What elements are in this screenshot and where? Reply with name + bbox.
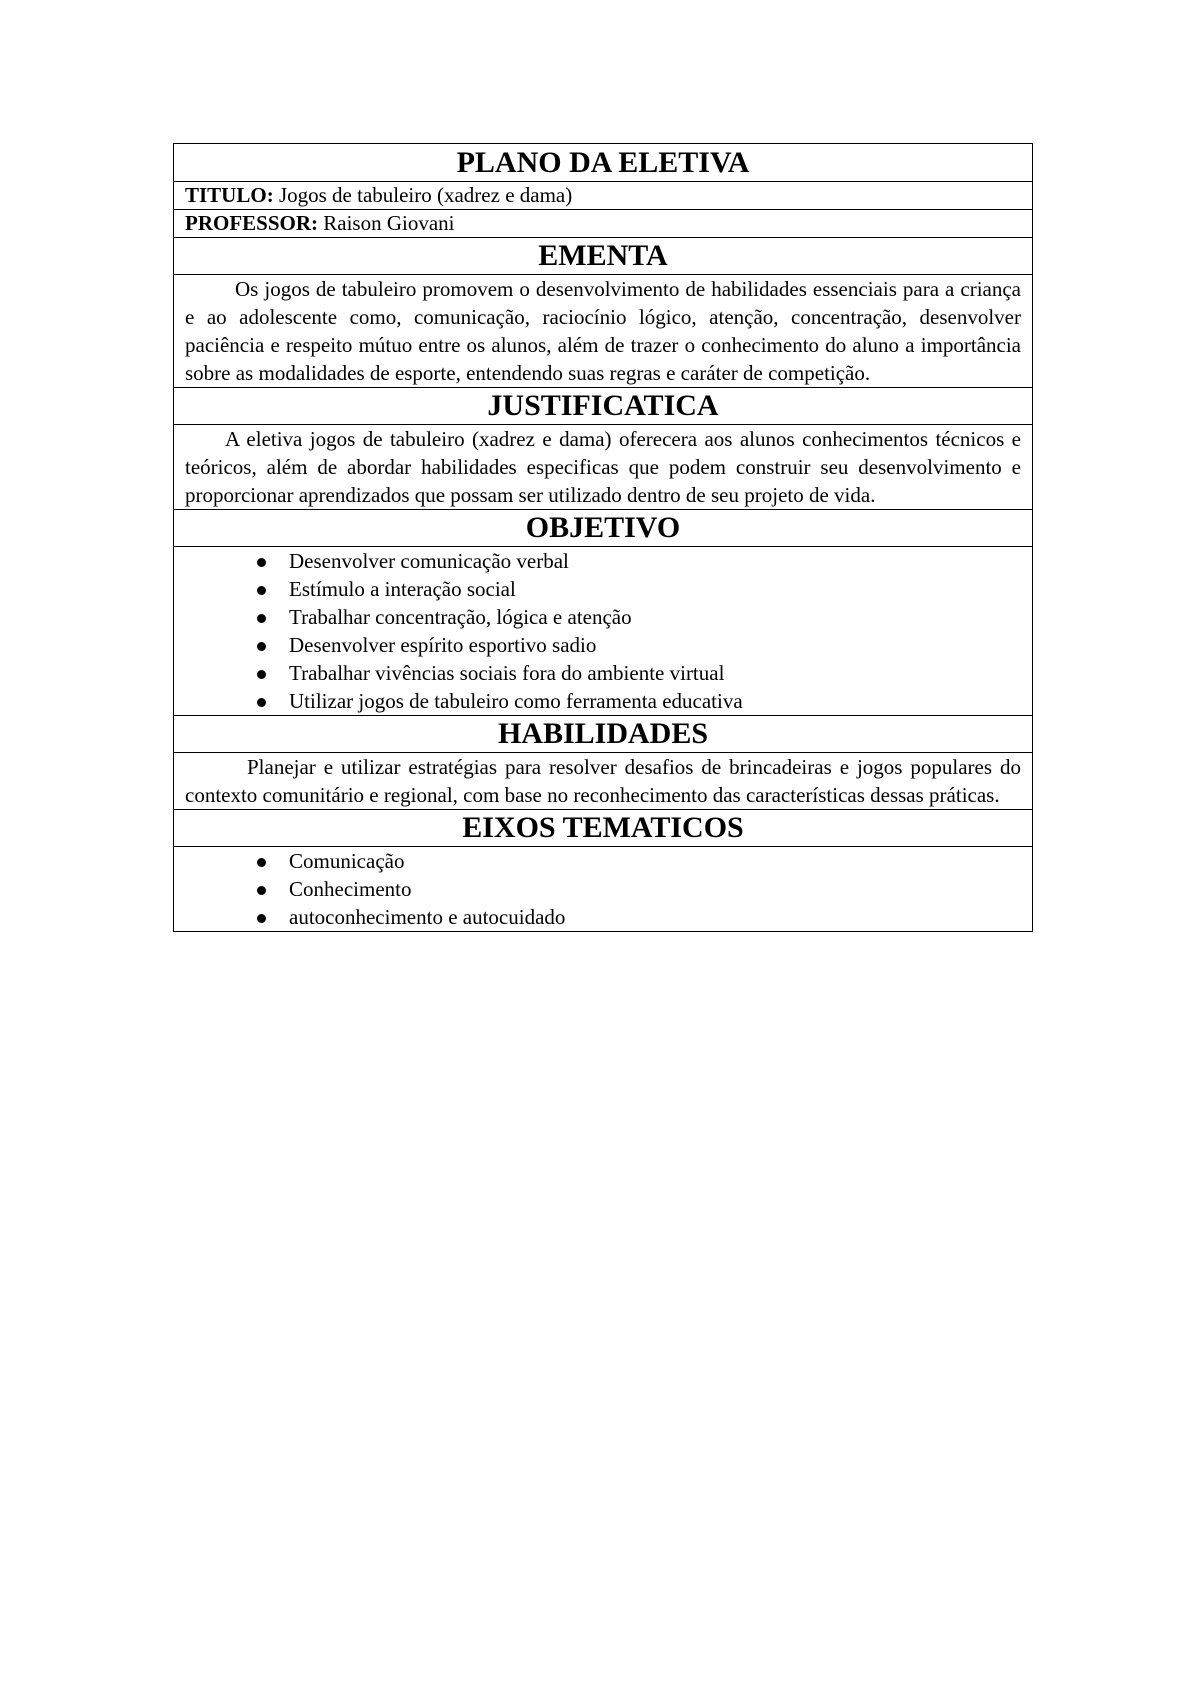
- objetivo-item-text: Trabalhar vivências sociais fora do ambiente virtual: [289, 661, 725, 685]
- bullet-icon: [257, 886, 266, 895]
- objetivo-item-text: Desenvolver comunicação verbal: [289, 549, 569, 573]
- list-item: [253, 603, 1021, 631]
- objetivo-cell: [174, 547, 1033, 716]
- bullet-icon: [257, 586, 266, 595]
- bullet-icon: [257, 670, 266, 679]
- list-item: [253, 631, 1021, 659]
- justificativa-cell: [174, 425, 1033, 510]
- eixos-cell: [174, 847, 1033, 932]
- list-item: [253, 847, 1021, 875]
- document-title: PLANO DA ELETIVA: [174, 144, 1033, 182]
- objetivo-item-text: Utilizar jogos de tabuleiro como ferramenta educativa: [289, 689, 743, 713]
- habilidades-text: Planejar e utilizar estratégias para resolver desafios de brincadeiras e jogos populares do contexto comunitário e regional, com base no reconhecimento das características dessas práticas.: [185, 755, 1021, 807]
- habilidades-heading: HABILIDADES: [174, 716, 1033, 753]
- list-item: [253, 903, 1021, 931]
- bullet-icon: [257, 642, 266, 651]
- objetivo-item-text: Trabalhar concentração, lógica e atenção: [289, 605, 632, 629]
- eixo-item-text: Comunicação: [289, 849, 405, 873]
- professor-row: [174, 210, 1033, 238]
- titulo-label: TITULO:: [185, 183, 274, 207]
- ementa-cell: [174, 275, 1033, 388]
- objetivo-item-text: Estímulo a interação social: [289, 577, 516, 601]
- professor-label: PROFESSOR:: [185, 211, 319, 235]
- bullet-icon: [257, 914, 266, 923]
- bullet-icon: [257, 698, 266, 707]
- eixos-list: [185, 847, 1021, 931]
- justificativa-text: A eletiva jogos de tabuleiro (xadrez e dama) oferecera aos alunos conhecimentos técnicos e teóricos, além de abordar habilidades especificas que podem construir seu desenvolvimento e proporcionar aprendizados que possam ser utilizado dentro de seu projeto de vida.: [185, 427, 1021, 507]
- list-item: [253, 659, 1021, 687]
- objetivo-list: [185, 547, 1021, 715]
- titulo-value: Jogos de tabuleiro (xadrez e dama): [273, 183, 573, 207]
- list-item: [253, 575, 1021, 603]
- bullet-icon: [257, 858, 266, 867]
- ementa-text: Os jogos de tabuleiro promovem o desenvolvimento de habilidades essenciais para a criança e ao adolescente como, comunicação, raciocínio lógico, atenção, concentração, desenvolver paciência e respeito mútuo entre os alunos, além de trazer o conhecimento do aluno a importância sobre as modalidades de esporte, entendendo suas regras e caráter de competição.: [185, 277, 1021, 385]
- list-item: [253, 547, 1021, 575]
- list-item: [253, 875, 1021, 903]
- list-item: [253, 687, 1021, 715]
- bullet-icon: [257, 614, 266, 623]
- bullet-icon: [257, 558, 266, 567]
- eixos-heading: EIXOS TEMATICOS: [174, 810, 1033, 847]
- objetivo-item-text: Desenvolver espírito esportivo sadio: [289, 633, 597, 657]
- habilidades-cell: [174, 753, 1033, 810]
- titulo-row: [174, 182, 1033, 210]
- professor-value: Raison Giovani: [318, 211, 455, 235]
- plan-table: [173, 143, 1033, 932]
- eixo-item-text: autoconhecimento e autocuidado: [289, 905, 566, 929]
- ementa-heading: EMENTA: [174, 238, 1033, 275]
- objetivo-heading: OBJETIVO: [174, 510, 1033, 547]
- justificativa-heading: JUSTIFICATICA: [174, 388, 1033, 425]
- eixo-item-text: Conhecimento: [289, 877, 412, 901]
